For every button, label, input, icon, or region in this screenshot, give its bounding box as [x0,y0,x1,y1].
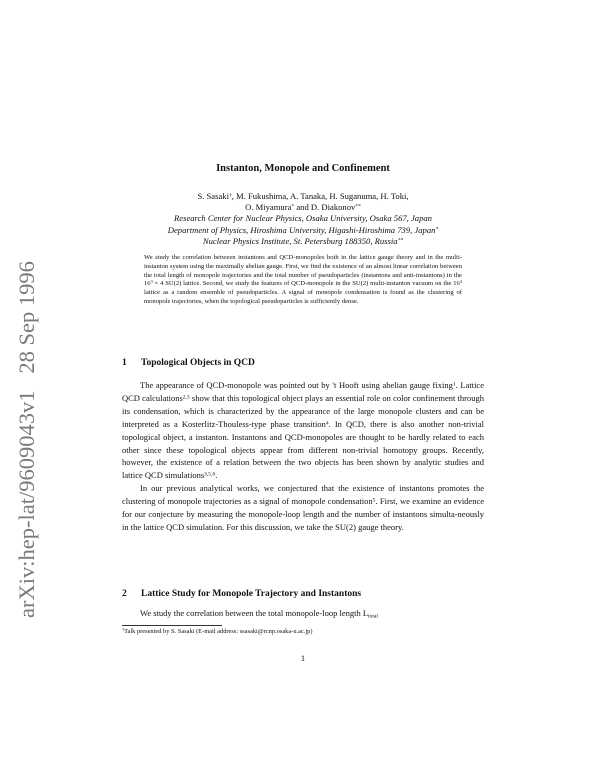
section-1-paragraph-2: In our previous analytical works, we conjectured that the existence of instantons promotes the clustering of monopole trajectories as a signal of monopole condensation$^5$. First, we examine an evidence for our conjecture by measuring the monopole-loop length and the number of instantons simulta-neously in the lattice QCD simulation. For this discussion, we take the SU(2) gauge theory. [122,483,484,532]
author-block [122,191,484,247]
section-2-paragraph-1: We study the correlation between the total monopole-loop length $L_{total}$ [140,608,378,620]
author-line-2: O. Miyamura* and D. Diakonov** [245,202,361,213]
abstract: We study the correlation between instantons and QCD-monopoles both in the lattice gauge theory and in the multi-instanton system using the maximally abelian gauge. First, we find the existence of an almost linear correlation between the total length of monopole trajectories and the total number of pseudoparticles (instantons and anti-instantons) in the $16^3 \times 4$ SU(2) lattice. Second, we study the features of QCD-monopole in the SU(2) multi-instanton vacuum on the $16^4$ lattice as a random ensemble of pseudoparticles. A signal of monopole condensation is found as the clustering of monopole trajectories, when the topological pseudoparticles is sufficiently dense. [144,254,462,305]
section-2-heading: 2 Lattice Study for Monopole Trajectory and Instantons [122,589,362,599]
author-line-1: S. Sasaki†, M. Fukushima, A. Tanaka, H. Suganuma, H. Toki, [197,191,409,201]
section-1-paragraph-1: The appearance of QCD-monopole was pointed out by 't Hooft using abelian gauge fixing$^1$. Lattice QCD calculations$^{2,3}$ show that this topological object plays an essential role on color confinement through its condensation, which is characterized by the appearance of the large monopole clusters and can be interpreted as a Kosterlitz-Thouless-type phase transition$^4$. In QCD, there is also another non-trivial topological object, a instanton. Instantons and QCD-monopoles are thought to be hardly related to each other since these topological objects appear from different non-trivial homotopy groups. Recently, however, the existence of a relation between the two objects has been shown by analytic studies and lattice QCD simulations$^{3,5,6}$. [122,380,484,481]
paper-title: Instanton, Monopole and Confinement [216,163,390,174]
footnote: †Talk presented by S. Sasaki (E-mail address: ssasaki@rcnp.osaka-u.ac.jp) [122,627,313,635]
section-1-body [122,379,484,534]
footnote-rule [122,625,222,626]
arxiv-sidebar-stamp [4,200,44,620]
affiliation-3: Nuclear Physics Institute, St. Petersburg 188350, Russia** [202,235,404,246]
section-2-body [122,607,484,620]
page-number: 1 [300,653,306,663]
arxiv-stamp-text: arXiv:hep-lat/9609043v1 28 Sep 1996 [14,261,39,618]
affiliation-2: Department of Physics, Hiroshima University, Higashi-Hiroshima 739, Japan* [167,224,439,235]
section-1-heading: 1 Topological Objects in QCD [122,358,255,368]
affiliation-1: Research Center for Nuclear Physics, Osaka University, Osaka 567, Japan [174,213,432,224]
